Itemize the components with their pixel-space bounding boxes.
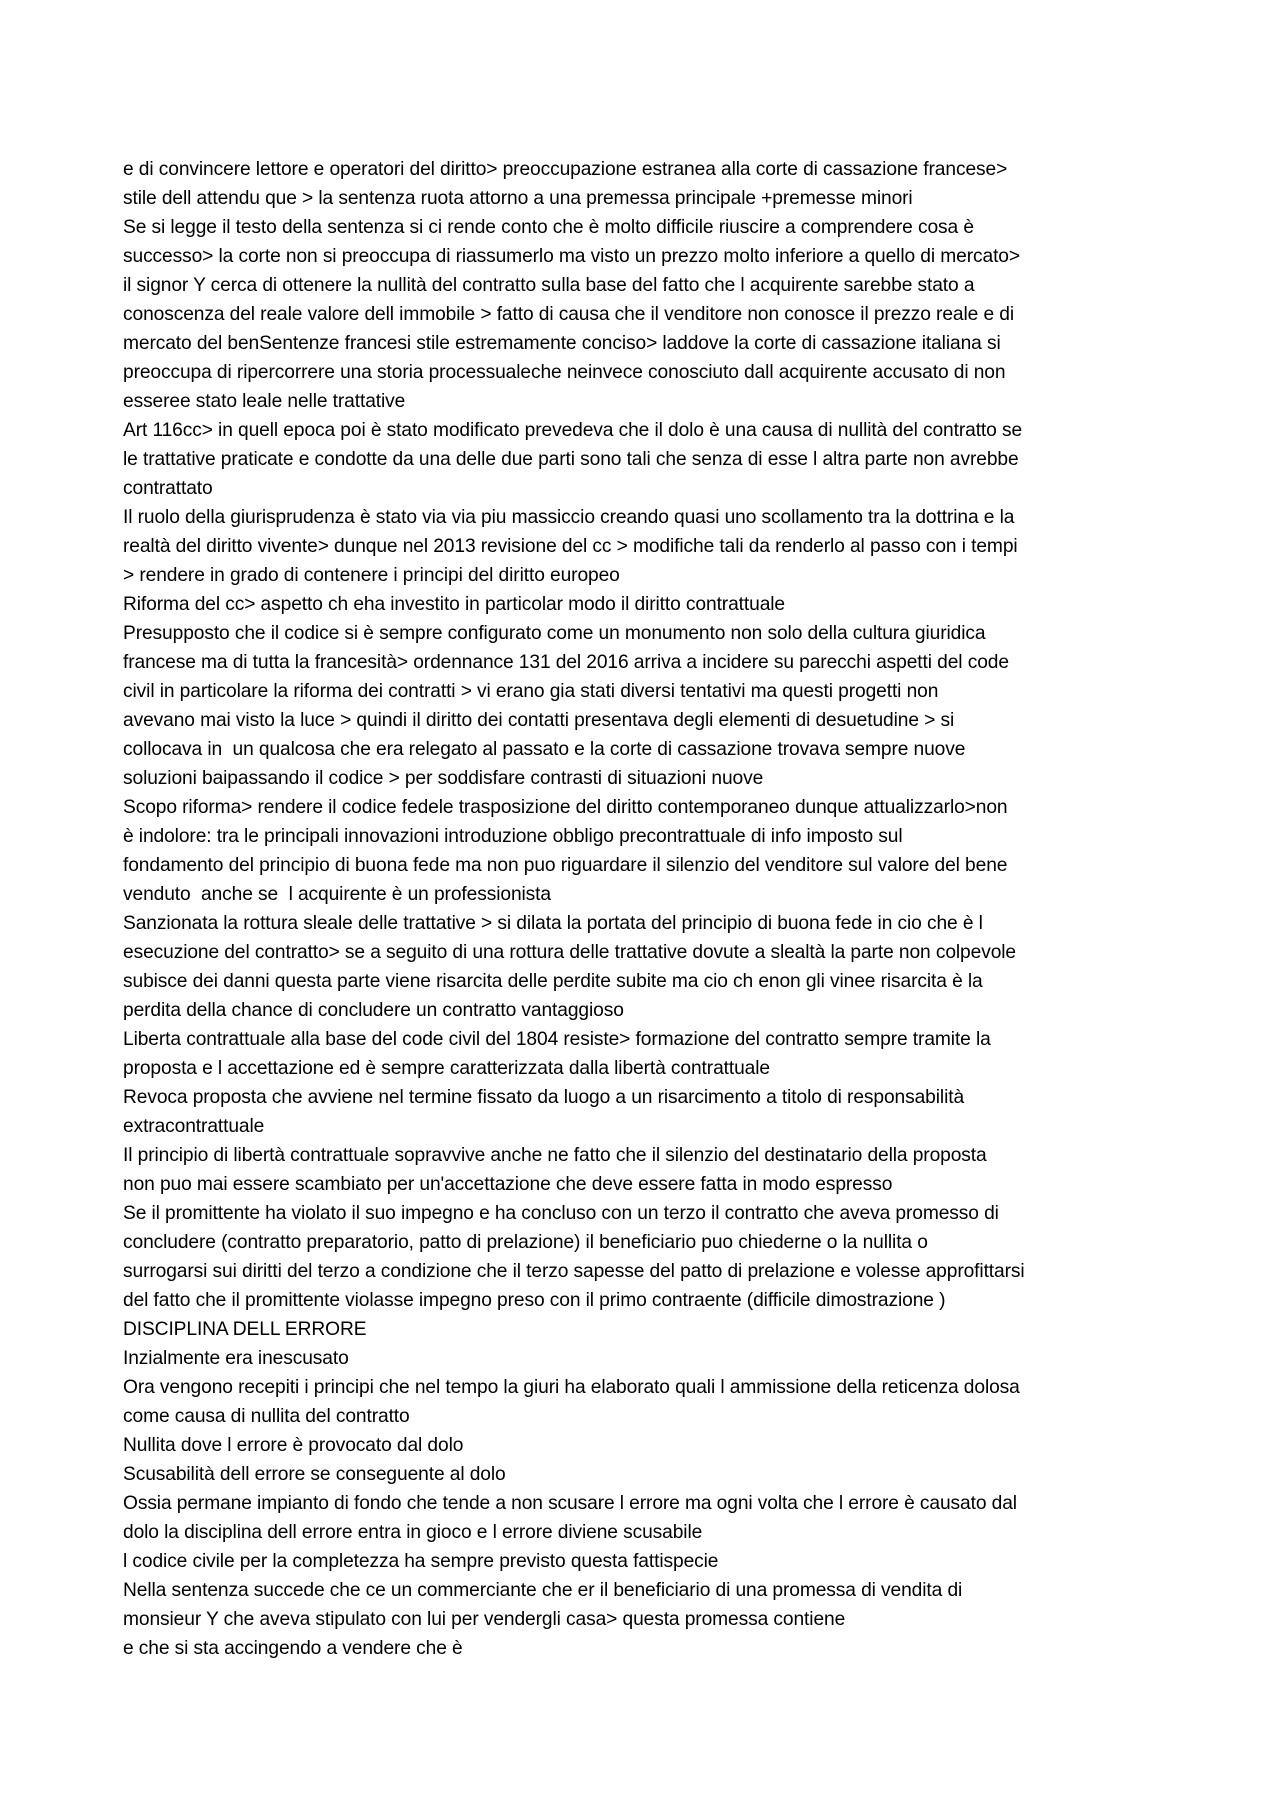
text-line: Scopo riforma> rendere il codice fedele trasposizione del diritto contemporaneo dunque attualizzarlo>non	[123, 797, 1008, 818]
text-line: subisce dei danni questa parte viene risarcita delle perdite subite ma cio ch enon gli vinee risarcita è la	[123, 971, 983, 992]
text-line: stile dell attendu que > la sentenza ruota attorno a una premessa principale +premesse minori	[123, 188, 913, 209]
text-line: Ora vengono recepiti i principi che nel tempo la giuri ha elaborato quali l ammissione della reticenza dolosa	[123, 1377, 1020, 1398]
text-line: concludere (contratto preparatorio, patto di prelazione) il beneficiario puo chiederne o la nullita o	[123, 1232, 928, 1253]
text-line: Se si legge il testo della sentenza si ci rende conto che è molto difficile riuscire a comprendere cosa è	[123, 217, 974, 238]
text-line: Sanzionata la rottura sleale delle trattative > si dilata la portata del principio di buona fede in cio che è l	[123, 913, 983, 934]
text-line: francese ma di tutta la francesità> ordennance 131 del 2016 arriva a incidere su parecchi aspetti del code	[123, 652, 1009, 673]
text-line: mercato del benSentenze francesi stile estremamente conciso> laddove la corte di cassazione italiana si	[123, 333, 1001, 354]
text-line: dolo la disciplina dell errore entra in gioco e l errore diviene scusabile	[123, 1522, 703, 1543]
text-line: soluzioni baipassando il codice > per soddisfare contrasti di situazioni nuove	[123, 768, 764, 789]
text-line: Scusabilità dell errore se conseguente al dolo	[123, 1464, 506, 1485]
text-line: Revoca proposta che avviene nel termine fissato da luogo a un risarcimento a titolo di responsabilità	[123, 1087, 965, 1108]
text-line: civil in particolare la riforma dei contratti > vi erano gia stati diversi tentativi ma questi progetti non	[123, 681, 939, 702]
text-line: Il principio di libertà contrattuale sopravvive anche ne fatto che il silenzio del destinatario della proposta	[123, 1145, 987, 1166]
text-line: contrattato	[123, 478, 213, 499]
text-line: esecuzione del contratto> se a seguito di una rottura delle trattative dovute a slealtà la parte non colpevole	[123, 942, 1016, 963]
text-line: Nella sentenza succede che ce un commerciante che er il beneficiario di una promessa di vendita di	[123, 1580, 963, 1601]
text-line: DISCIPLINA DELL ERRORE	[123, 1319, 367, 1340]
text-line: le trattative praticate e condotte da una delle due parti sono tali che senza di esse l altra parte non avrebbe	[123, 449, 1019, 470]
text-line: non puo mai essere scambiato per un'accettazione che deve essere fatta in modo espresso	[123, 1174, 893, 1195]
text-line: Nullita dove l errore è provocato dal dolo	[123, 1435, 464, 1456]
text-line: monsieur Y che aveva stipulato con lui per vendergli casa> questa promessa contiene	[123, 1609, 846, 1630]
text-line: esseree stato leale nelle trattative	[123, 391, 406, 412]
text-line: è indolore: tra le principali innovazioni introduzione obbligo precontrattuale di info imposto sul	[123, 826, 903, 847]
text-line: preoccupa di ripercorrere una storia processualeche neinvece conosciuto dall acquirente accusato di non	[123, 362, 1006, 383]
text-line: Ossia permane impianto di fondo che tende a non scusare l errore ma ogni volta che l errore è causato dal	[123, 1493, 1017, 1514]
text-line: proposta e l accettazione ed è sempre caratterizzata dalla libertà contrattuale	[123, 1058, 770, 1079]
text-line: e che si sta accingendo a vendere che è	[123, 1638, 463, 1659]
text-line: venduto anche se l acquirente è un professionista	[123, 884, 551, 905]
text-line: e di convincere lettore e operatori del diritto> preoccupazione estranea alla corte di cassazione francese>	[123, 159, 1008, 180]
text-line: > rendere in grado di contenere i principi del diritto europeo	[123, 565, 620, 586]
text-line: extracontrattuale	[123, 1116, 265, 1137]
text-line: fondamento del principio di buona fede ma non puo riguardare il silenzio del venditore sul valore del bene	[123, 855, 1008, 876]
text-line: Liberta contrattuale alla base del code civil del 1804 resiste> formazione del contratto sempre tramite la	[123, 1029, 991, 1050]
text-line: l codice civile per la completezza ha sempre previsto questa fattispecie	[123, 1551, 719, 1572]
text-line: realtà del diritto vivente> dunque nel 2013 revisione del cc > modifiche tali da renderlo al passo con i tempi	[123, 536, 1018, 557]
text-line: Il ruolo della giurisprudenza è stato via via piu massiccio creando quasi uno scollamento tra la dottrina e la	[123, 507, 1015, 528]
text-line: del fatto che il promittente violasse impegno preso con il primo contraente (difficile dimostrazione )	[123, 1290, 946, 1311]
text-line: Riforma del cc> aspetto ch eha investito in particolar modo il diritto contrattuale	[123, 594, 785, 615]
text-line: conoscenza del reale valore dell immobile > fatto di causa che il venditore non conosce il prezzo reale e di	[123, 304, 1014, 325]
text-line: Art 116cc> in quell epoca poi è stato modificato prevedeva che il dolo è una causa di nullità del contratto se	[123, 420, 1023, 441]
text-line: avevano mai visto la luce > quindi il diritto dei contatti presentava degli elementi di desuetudine > si	[123, 710, 955, 731]
text-line: perdita della chance di concludere un contratto vantaggioso	[123, 1000, 624, 1021]
text-line: collocava in un qualcosa che era relegato al passato e la corte di cassazione trovava sempre nuove	[123, 739, 966, 760]
text-line: Presupposto che il codice si è sempre configurato come un monumento non solo della cultura giuridica	[123, 623, 986, 644]
text-line: surrogarsi sui diritti del terzo a condizione che il terzo sapesse del patto di prelazione e volesse approfittarsi	[123, 1261, 1025, 1282]
text-line: successo> la corte non si preoccupa di riassumerlo ma visto un prezzo molto inferiore a quello di mercato>	[123, 246, 1020, 267]
document-body	[123, 155, 1163, 1663]
text-line: il signor Y cerca di ottenere la nullità del contratto sulla base del fatto che l acquirente sarebbe stato a	[123, 275, 975, 296]
text-line: come causa di nullita del contratto	[123, 1406, 410, 1427]
text-line: Se il promittente ha violato il suo impegno e ha concluso con un terzo il contratto che aveva promesso di	[123, 1203, 999, 1224]
text-line: Inzialmente era inescusato	[123, 1348, 349, 1369]
